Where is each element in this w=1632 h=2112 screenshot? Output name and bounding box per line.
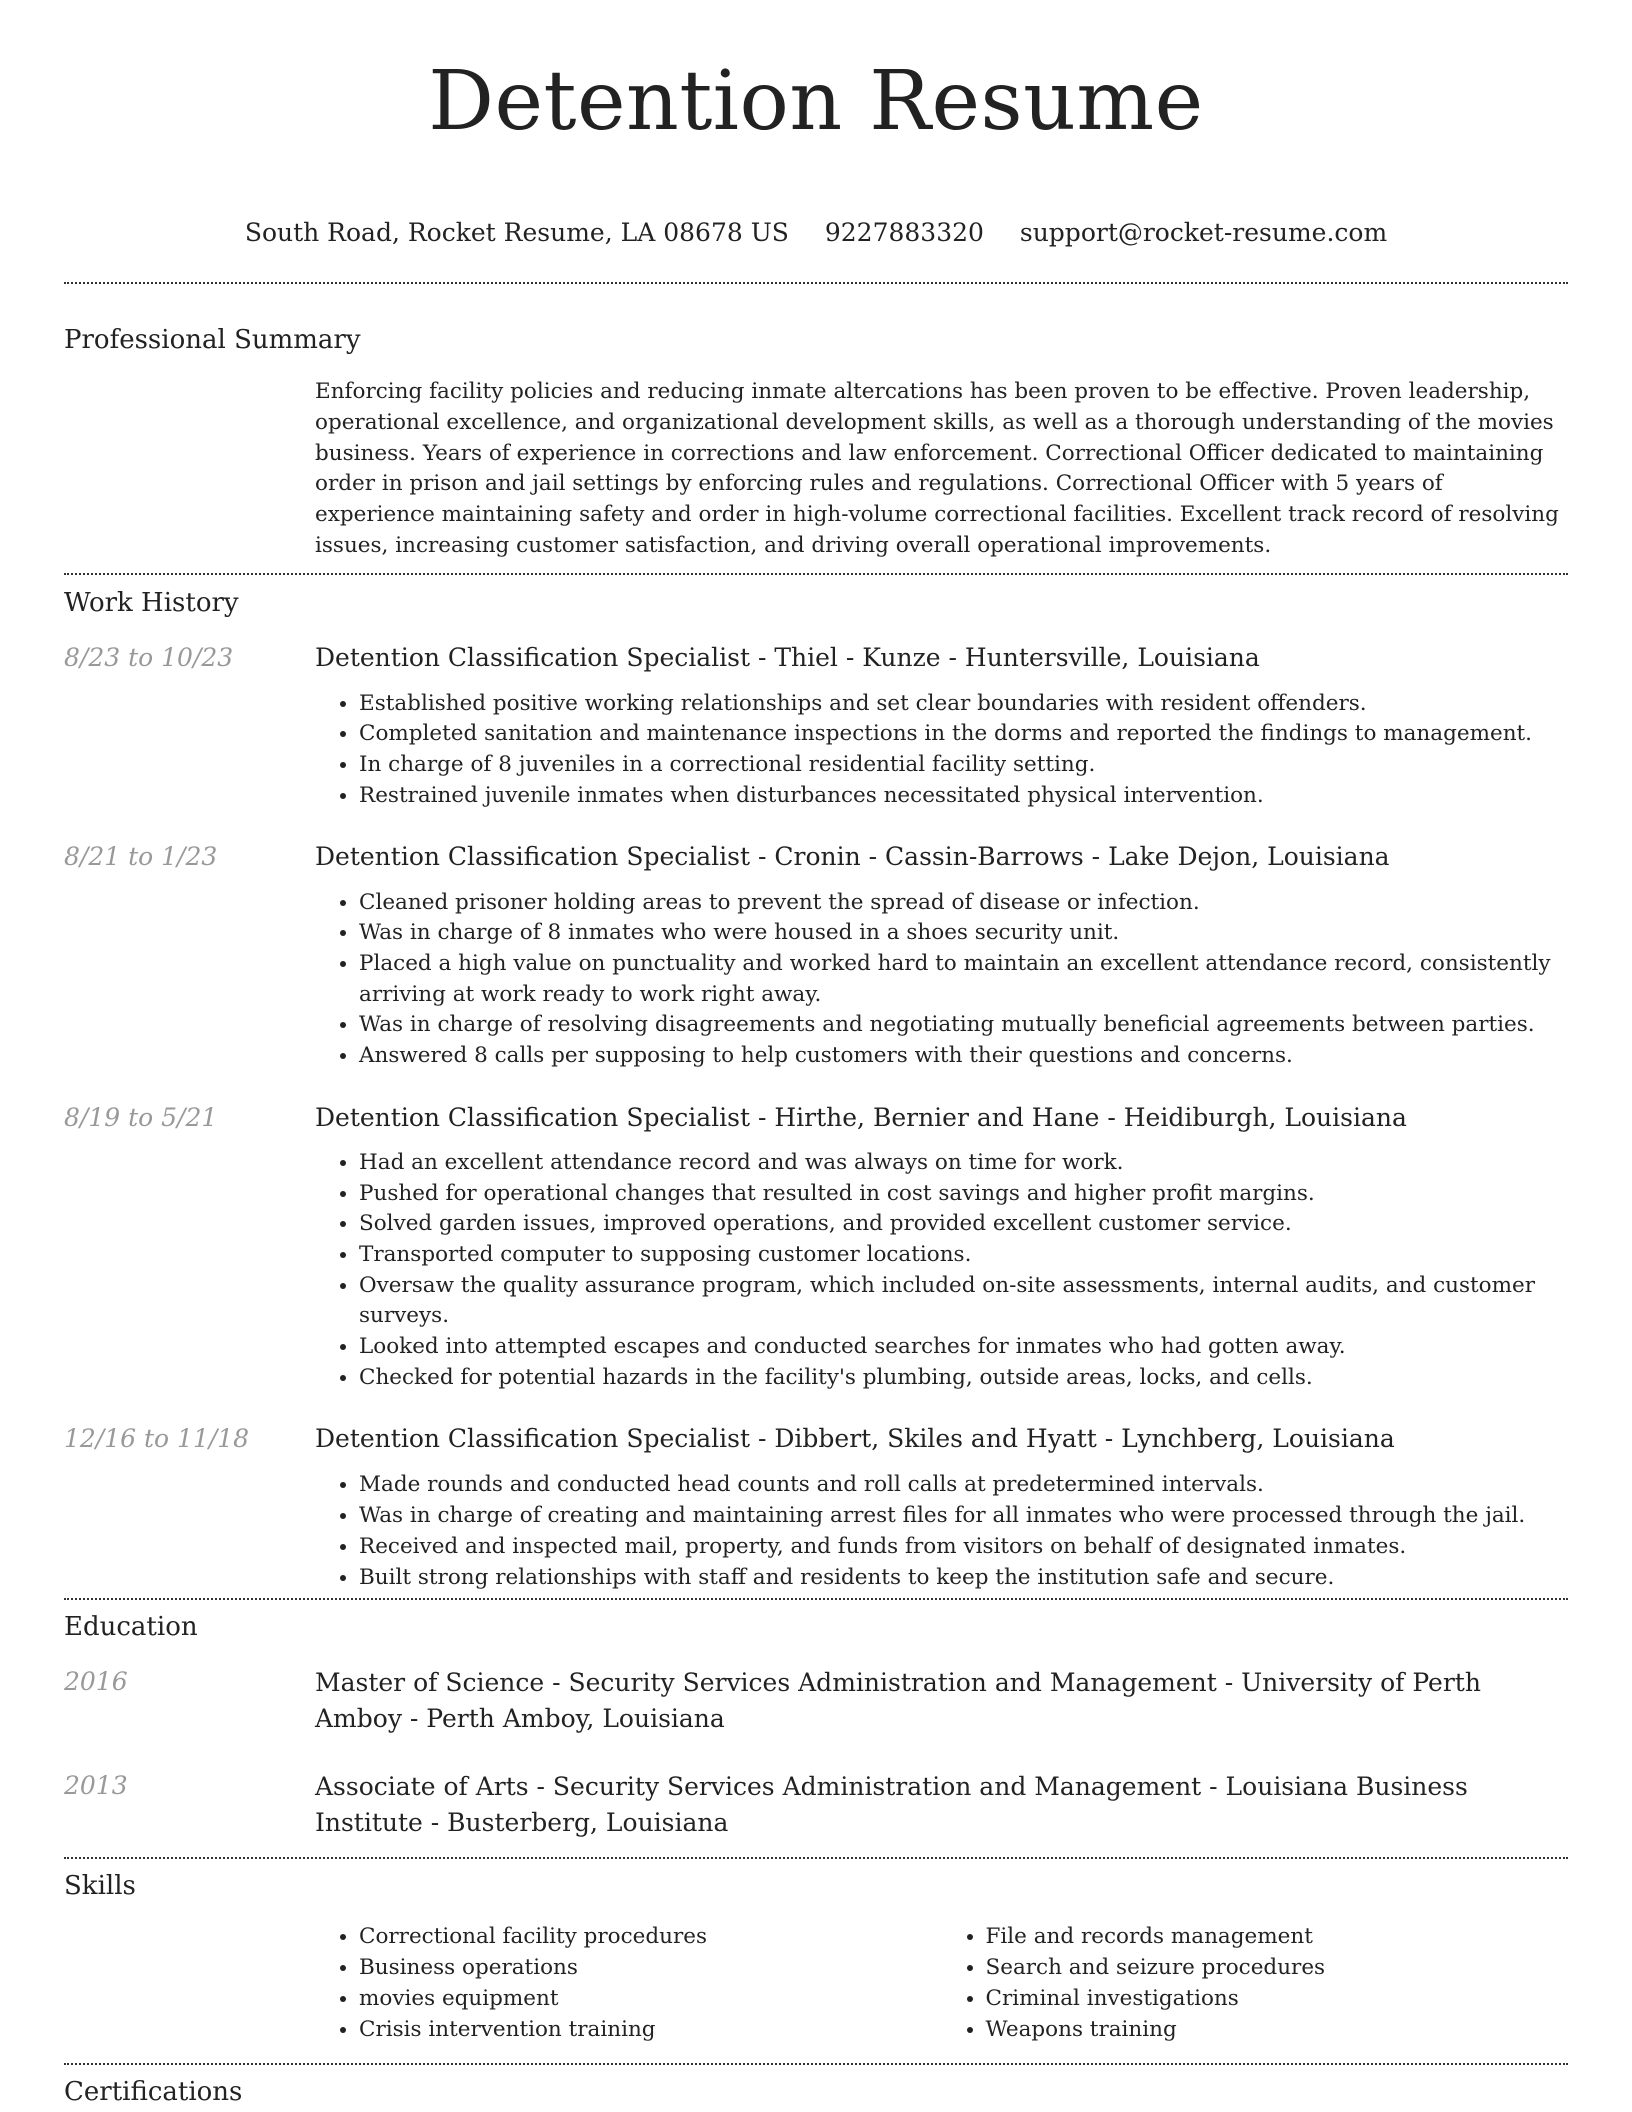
contact-line: [64, 218, 1568, 248]
list-item: • Pushed for operational changes that resulted in cost savings and higher profit margins.: [359, 1179, 1568, 1210]
job-bullets: [315, 689, 1568, 812]
job-entry: [64, 1101, 1568, 1394]
list-item: • Cleaned prisoner holding areas to prevent the spread of disease or infection.: [359, 888, 1568, 919]
skills-list: [315, 1921, 1568, 2045]
job-entry: [64, 641, 1568, 812]
list-item: • Built strong relationships with staff and residents to keep the institution safe and secure.: [359, 1563, 1568, 1594]
job-bullets: [315, 888, 1568, 1072]
job-title: Detention Classification Specialist - Hirthe, Bernier and Hane - Heidiburgh, Louisiana: [315, 1102, 1407, 1132]
skills-column-right: [942, 1921, 1569, 2045]
skill-item: • Crisis intervention training: [359, 2014, 942, 2045]
job-dates: 8/23 to 10/23: [64, 642, 234, 672]
job-entry: [64, 840, 1568, 1072]
education-title: Associate of Arts - Security Services Administration and Management - Louisiana Business Institute - Busterberg, Louisiana: [315, 1772, 1468, 1838]
education-entry: [64, 1769, 1568, 1841]
list-item: • Placed a high value on punctuality and worked hard to maintain an excellent attendance record, consistently arriving at work ready to work right away.: [359, 949, 1568, 1010]
list-item: • Was in charge of resolving disagreements and negotiating mutually beneficial agreements between parties.: [359, 1010, 1568, 1041]
work-history-heading: Work History: [64, 587, 239, 618]
job-entry: [64, 1422, 1568, 1593]
divider: [64, 1857, 1568, 1859]
list-item: • Had an excellent attendance record and was always on time for work.: [359, 1148, 1568, 1179]
summary-text: Enforcing facility policies and reducing inmate altercations has been proven to be effective. Proven leadership, operational excellence, and organizational development skills, as well as a thorough understanding of the movies business. Years of experience in corrections and law enforcement. Correctional Officer dedicated to maintaining order in prison and jail settings by enforcing rules and regulations. Correctional Officer with 5 years of experience maintaining safety and order in high-volume correctional facilities. Excellent track record of resolving issues, increasing customer satisfaction, and driving overall operational improvements.: [315, 379, 1559, 558]
education-title: Master of Science - Security Services Administration and Management - University of Perth Amboy - Perth Amboy, Louisiana: [315, 1668, 1481, 1734]
contact-phone: 9227883320: [824, 218, 984, 247]
job-title: Detention Classification Specialist - Thiel - Kunze - Huntersville, Louisiana: [315, 642, 1260, 672]
list-item: • Made rounds and conducted head counts and roll calls at predetermined intervals.: [359, 1470, 1568, 1501]
summary-heading: Professional Summary: [64, 325, 361, 355]
divider: [64, 573, 1568, 575]
education-year: 2016: [64, 1667, 128, 1697]
list-item: • Established positive working relationships and set clear boundaries with resident offenders.: [359, 689, 1568, 720]
list-item: • Solved garden issues, improved operations, and provided excellent customer service.: [359, 1209, 1568, 1240]
certifications-heading: Certifications: [64, 2077, 243, 2108]
education-entry: [64, 1665, 1568, 1737]
skill-item: • Correctional facility procedures: [359, 1921, 942, 1952]
divider: [64, 2063, 1568, 2065]
skill-item: • File and records management: [986, 1921, 1569, 1952]
list-item: • Oversaw the quality assurance program, which included on-site assessments, internal audits, and customer surveys.: [359, 1271, 1568, 1332]
skill-item: • movies equipment: [359, 1983, 942, 2014]
job-bullets: [315, 1470, 1568, 1593]
skill-item: • Search and seizure procedures: [986, 1952, 1569, 1983]
resume-page: [64, 0, 1568, 2108]
list-item: • Transported computer to supposing customer locations.: [359, 1240, 1568, 1271]
job-title: Detention Classification Specialist - Cronin - Cassin-Barrows - Lake Dejon, Louisiana: [315, 841, 1390, 871]
job-dates: 8/19 to 5/21: [64, 1102, 218, 1132]
job-title: Detention Classification Specialist - Dibbert, Skiles and Hyatt - Lynchberg, Louisiana: [315, 1424, 1395, 1454]
contact-address: South Road, Rocket Resume, LA 08678 US: [244, 218, 789, 247]
list-item: • Restrained juvenile inmates when disturbances necessitated physical intervention.: [359, 781, 1568, 812]
list-item: • Looked into attempted escapes and conducted searches for inmates who had gotten away.: [359, 1332, 1568, 1363]
list-item: • In charge of 8 juveniles in a correctional residential facility setting.: [359, 750, 1568, 781]
skills-heading: Skills: [64, 1871, 136, 1902]
skill-item: • Business operations: [359, 1952, 942, 1983]
list-item: • Answered 8 calls per supposing to help customers with their questions and concerns.: [359, 1041, 1568, 1072]
skills-column-left: [315, 1921, 942, 2045]
skill-item: • Weapons training: [986, 2014, 1569, 2045]
job-dates: 12/16 to 11/18: [64, 1424, 250, 1454]
skill-item: • Criminal investigations: [986, 1983, 1569, 2014]
job-dates: 8/21 to 1/23: [64, 841, 218, 871]
contact-email: support@rocket-resume.com: [1019, 218, 1388, 247]
list-item: • Was in charge of 8 inmates who were housed in a shoes security unit.: [359, 918, 1568, 949]
resume-title: Detention Resume: [428, 54, 1204, 149]
divider: [64, 1598, 1568, 1600]
divider: [64, 282, 1568, 284]
list-item: • Completed sanitation and maintenance inspections in the dorms and reported the findings to management.: [359, 719, 1568, 750]
list-item: • Was in charge of creating and maintaining arrest files for all inmates who were processed through the jail.: [359, 1501, 1568, 1532]
list-item: • Received and inspected mail, property, and funds from visitors on behalf of designated inmates.: [359, 1532, 1568, 1563]
education-year: 2013: [64, 1771, 128, 1801]
job-bullets: [315, 1148, 1568, 1394]
list-item: • Checked for potential hazards in the facility's plumbing, outside areas, locks, and cells.: [359, 1363, 1568, 1394]
education-heading: Education: [64, 1612, 198, 1643]
